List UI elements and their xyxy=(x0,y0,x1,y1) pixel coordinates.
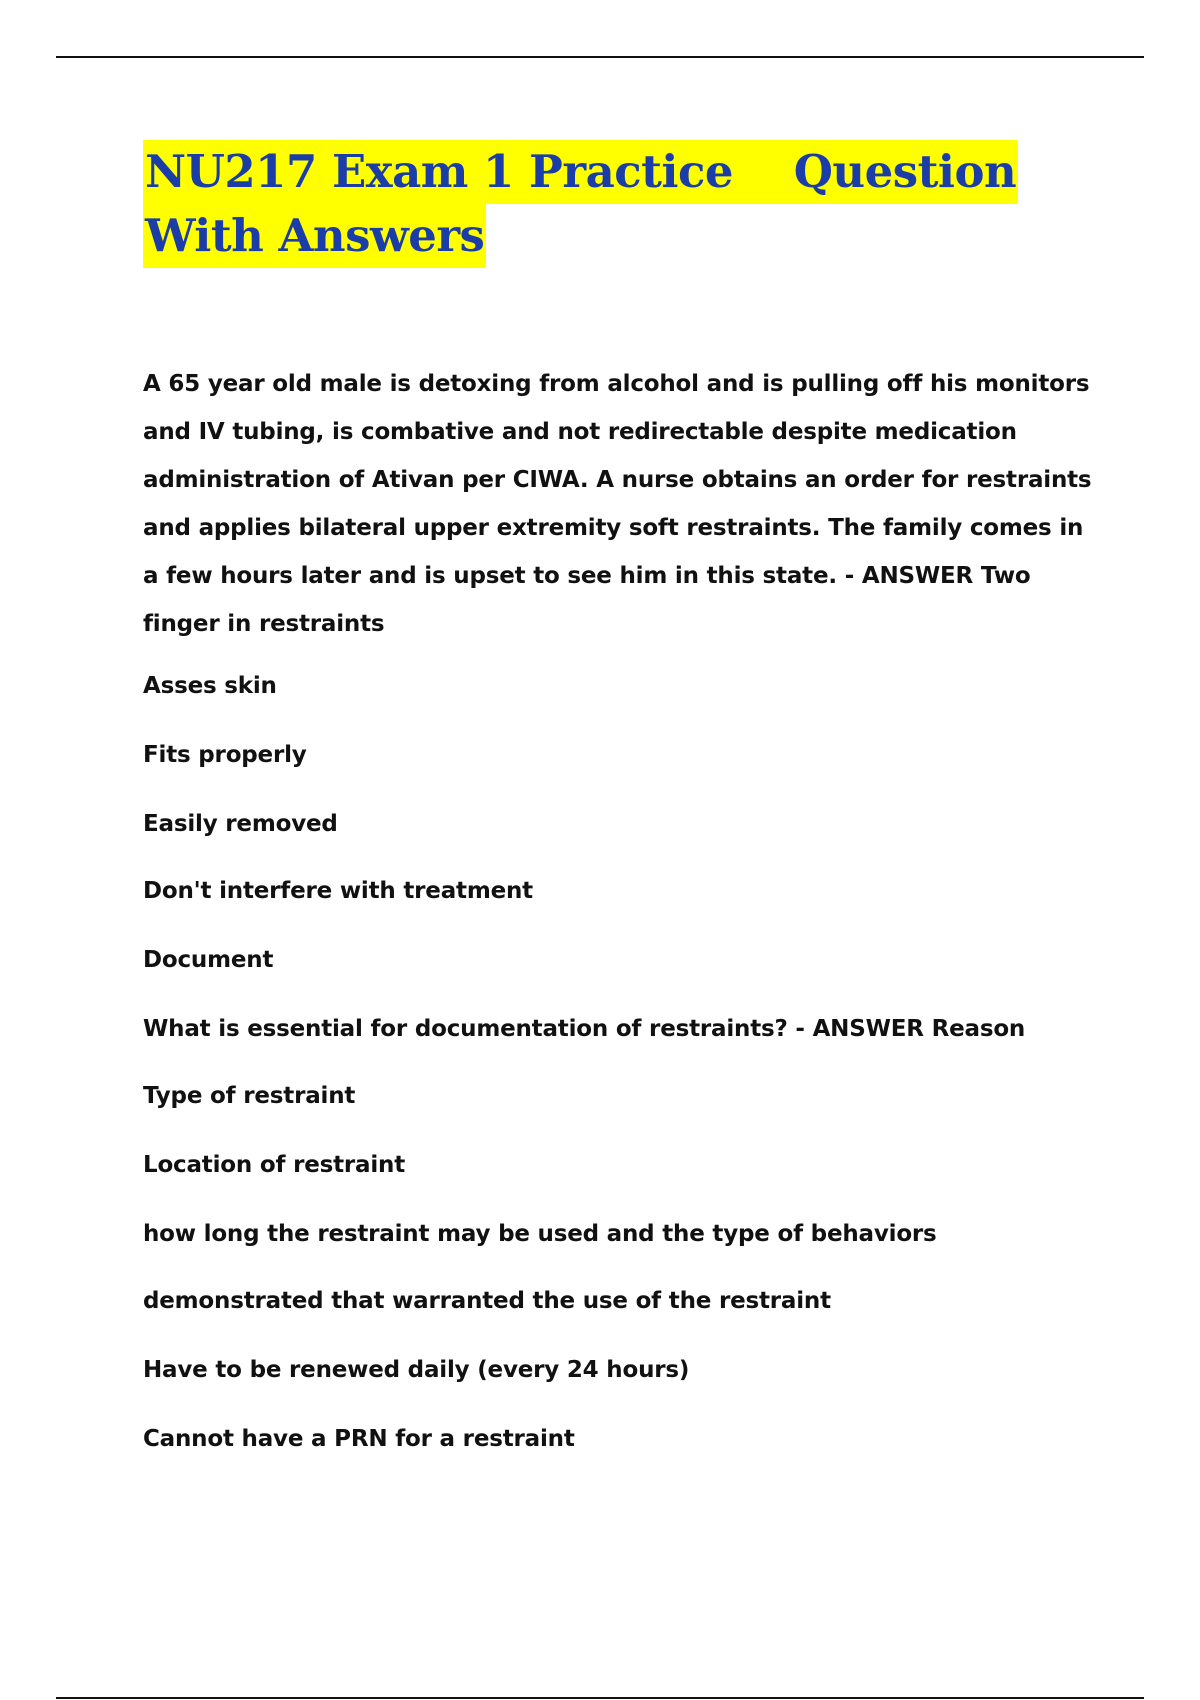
question-1-text: A 65 year old male is detoxing from alcohol and is pulling off his monitors and IV tubing, is combative and not redirectable despite medication administration of Ativan per CIWA. A nurse obtains an order for restraints and applies bilateral upper extremity soft restraints. The family comes in a few hours later and is upset to see him in this state. - ANSWER Two finger in restraints xyxy=(143,371,1092,637)
bottom-rule xyxy=(56,1697,1144,1699)
title-line-1: NU217 Exam 1 Practice Question xyxy=(143,140,1018,204)
top-rule xyxy=(56,56,1144,58)
answer-2-item: Cannot have a PRN for a restraint xyxy=(143,1426,575,1452)
answer-1-item: Don't interfere with treatment xyxy=(143,878,533,904)
document-body xyxy=(143,360,1103,1456)
answer-2-item: demonstrated that warranted the use of the restraint xyxy=(143,1288,831,1314)
answer-2-item: Location of restraint xyxy=(143,1152,406,1178)
answer-1-item: Easily removed xyxy=(143,811,338,837)
question-2-text: What is essential for documentation of restraints? - ANSWER Reason xyxy=(143,1016,1026,1042)
document-title xyxy=(143,140,1018,268)
answer-2-item: Have to be renewed daily (every 24 hours) xyxy=(143,1357,690,1383)
answer-1-item: Asses skin xyxy=(143,673,277,699)
answer-2-item: Type of restraint xyxy=(143,1083,356,1109)
answer-1-item: Fits properly xyxy=(143,742,307,768)
answer-1-item: Document xyxy=(143,947,274,973)
title-line-2: With Answers xyxy=(143,204,486,268)
answer-2-item: how long the restraint may be used and the type of behaviors xyxy=(143,1221,937,1247)
